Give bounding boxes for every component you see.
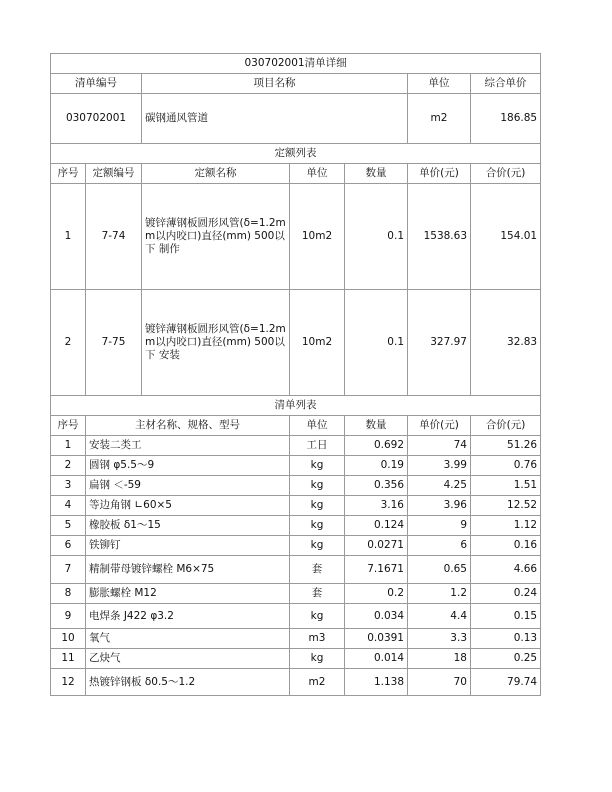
- material-name: 乙炔气: [86, 649, 290, 669]
- material-price: 6: [408, 536, 471, 556]
- header-price: 综合单价: [471, 74, 541, 94]
- header-unit: 单位: [408, 74, 471, 94]
- material-name: 安装二类工: [86, 436, 290, 456]
- item-price: 186.85: [471, 94, 541, 144]
- material-row: [51, 456, 541, 476]
- item-name: 碳钢通风管道: [142, 94, 408, 144]
- quota-header-code: 定额编号: [86, 164, 142, 184]
- materials-header-total: 合价(元): [471, 416, 541, 436]
- quota-total: 154.01: [471, 184, 541, 290]
- material-no: 5: [51, 516, 86, 536]
- material-qty: 0.0391: [345, 629, 408, 649]
- material-row: [51, 556, 541, 584]
- material-price: 74: [408, 436, 471, 456]
- quota-section-row: [51, 144, 541, 164]
- quota-qty: 0.1: [345, 290, 408, 396]
- quota-header-row: [51, 164, 541, 184]
- material-qty: 0.356: [345, 476, 408, 496]
- material-name: 扁钢 ＜-59: [86, 476, 290, 496]
- bill-detail-table: [50, 53, 541, 696]
- item-code: 030702001: [51, 94, 142, 144]
- quota-price: 1538.63: [408, 184, 471, 290]
- quota-header-qty: 数量: [345, 164, 408, 184]
- quota-unit: 10m2: [290, 290, 345, 396]
- material-total: 51.26: [471, 436, 541, 456]
- material-row: [51, 516, 541, 536]
- material-no: 2: [51, 456, 86, 476]
- material-no: 10: [51, 629, 86, 649]
- material-name: 电焊条 J422 φ3.2: [86, 604, 290, 629]
- quota-row: [51, 290, 541, 396]
- item-unit: m2: [408, 94, 471, 144]
- materials-section-row: [51, 396, 541, 416]
- material-row: [51, 436, 541, 456]
- material-total: 0.24: [471, 584, 541, 604]
- material-unit: kg: [290, 476, 345, 496]
- material-price: 1.2: [408, 584, 471, 604]
- header-code: 清单编号: [51, 74, 142, 94]
- material-no: 6: [51, 536, 86, 556]
- materials-header-unit: 单位: [290, 416, 345, 436]
- material-unit: kg: [290, 604, 345, 629]
- material-no: 1: [51, 436, 86, 456]
- quota-header-name: 定额名称: [142, 164, 290, 184]
- item-row: [51, 94, 541, 144]
- material-qty: 0.692: [345, 436, 408, 456]
- material-price: 0.65: [408, 556, 471, 584]
- material-unit: 套: [290, 556, 345, 584]
- materials-header-row: [51, 416, 541, 436]
- material-total: 0.25: [471, 649, 541, 669]
- material-total: 0.15: [471, 604, 541, 629]
- material-unit: kg: [290, 536, 345, 556]
- material-price: 9: [408, 516, 471, 536]
- material-name: 等边角钢 ∟60×5: [86, 496, 290, 516]
- material-row: [51, 629, 541, 649]
- material-row: [51, 496, 541, 516]
- material-no: 7: [51, 556, 86, 584]
- table-title: 030702001清单详细: [51, 54, 541, 74]
- material-row: [51, 476, 541, 496]
- material-qty: 0.124: [345, 516, 408, 536]
- materials-header-qty: 数量: [345, 416, 408, 436]
- material-price: 70: [408, 669, 471, 696]
- quota-price: 327.97: [408, 290, 471, 396]
- material-unit: 工日: [290, 436, 345, 456]
- materials-header-no: 序号: [51, 416, 86, 436]
- material-unit: kg: [290, 496, 345, 516]
- material-qty: 0.0271: [345, 536, 408, 556]
- material-total: 79.74: [471, 669, 541, 696]
- material-row: [51, 584, 541, 604]
- quota-no: 2: [51, 290, 86, 396]
- material-name: 精制带母镀锌螺栓 M6×75: [86, 556, 290, 584]
- item-header-row: [51, 74, 541, 94]
- material-name: 氧气: [86, 629, 290, 649]
- material-no: 4: [51, 496, 86, 516]
- material-unit: kg: [290, 516, 345, 536]
- quota-name: 镀锌薄钢板圆形风管(δ=1.2mm以内咬口)直径(mm) 500以下 安装: [142, 290, 290, 396]
- quota-no: 1: [51, 184, 86, 290]
- materials-section-title: 清单列表: [51, 396, 541, 416]
- materials-header-price: 单价(元): [408, 416, 471, 436]
- material-name: 热镀锌钢板 δ0.5～1.2: [86, 669, 290, 696]
- quota-code: 7-75: [86, 290, 142, 396]
- material-unit: kg: [290, 649, 345, 669]
- quota-name: 镀锌薄钢板圆形风管(δ=1.2mm以内咬口)直径(mm) 500以下 制作: [142, 184, 290, 290]
- quota-header-no: 序号: [51, 164, 86, 184]
- material-row: [51, 536, 541, 556]
- material-price: 4.4: [408, 604, 471, 629]
- material-price: 18: [408, 649, 471, 669]
- quota-header-total: 合价(元): [471, 164, 541, 184]
- material-name: 铁铆钉: [86, 536, 290, 556]
- title-row: [51, 54, 541, 74]
- quota-section-title: 定额列表: [51, 144, 541, 164]
- quota-qty: 0.1: [345, 184, 408, 290]
- material-unit: 套: [290, 584, 345, 604]
- material-total: 0.13: [471, 629, 541, 649]
- material-total: 4.66: [471, 556, 541, 584]
- material-unit: m2: [290, 669, 345, 696]
- material-no: 12: [51, 669, 86, 696]
- quota-row: [51, 184, 541, 290]
- material-name: 膨胀螺栓 M12: [86, 584, 290, 604]
- material-qty: 7.1671: [345, 556, 408, 584]
- material-total: 12.52: [471, 496, 541, 516]
- material-no: 9: [51, 604, 86, 629]
- material-unit: kg: [290, 456, 345, 476]
- material-price: 4.25: [408, 476, 471, 496]
- material-total: 1.51: [471, 476, 541, 496]
- material-total: 0.76: [471, 456, 541, 476]
- material-price: 3.3: [408, 629, 471, 649]
- material-row: [51, 649, 541, 669]
- material-qty: 0.014: [345, 649, 408, 669]
- material-name: 圆钢 φ5.5～9: [86, 456, 290, 476]
- material-qty: 0.034: [345, 604, 408, 629]
- material-no: 8: [51, 584, 86, 604]
- quota-total: 32.83: [471, 290, 541, 396]
- materials-header-name: 主材名称、规格、型号: [86, 416, 290, 436]
- material-price: 3.99: [408, 456, 471, 476]
- material-qty: 3.16: [345, 496, 408, 516]
- material-name: 橡胶板 δ1～15: [86, 516, 290, 536]
- material-total: 1.12: [471, 516, 541, 536]
- header-name: 项目名称: [142, 74, 408, 94]
- material-price: 3.96: [408, 496, 471, 516]
- material-qty: 0.19: [345, 456, 408, 476]
- material-row: [51, 669, 541, 696]
- material-qty: 0.2: [345, 584, 408, 604]
- material-unit: m3: [290, 629, 345, 649]
- quota-header-price: 单价(元): [408, 164, 471, 184]
- material-total: 0.16: [471, 536, 541, 556]
- material-row: [51, 604, 541, 629]
- material-no: 3: [51, 476, 86, 496]
- quota-code: 7-74: [86, 184, 142, 290]
- quota-unit: 10m2: [290, 184, 345, 290]
- material-qty: 1.138: [345, 669, 408, 696]
- material-no: 11: [51, 649, 86, 669]
- quota-header-unit: 单位: [290, 164, 345, 184]
